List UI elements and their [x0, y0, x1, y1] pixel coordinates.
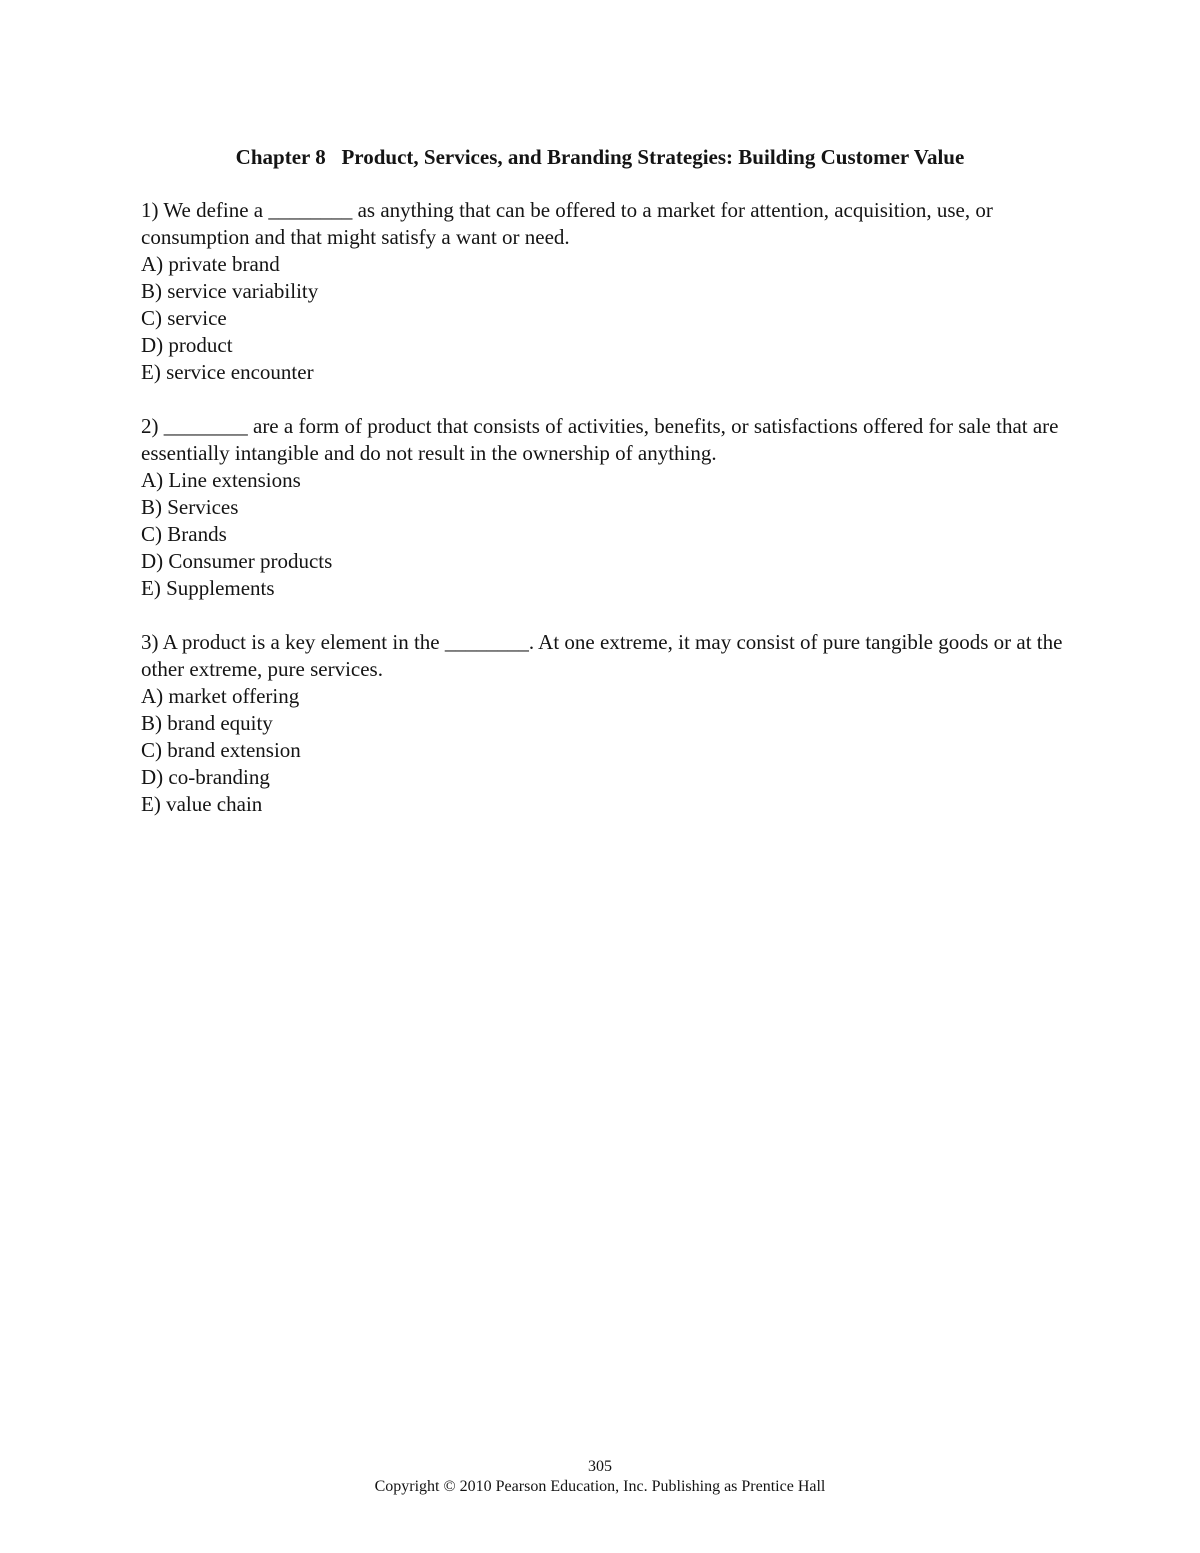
- choice-3b: B) brand equity: [141, 711, 273, 735]
- choice-2d: D) Consumer products: [141, 549, 333, 573]
- copyright-notice: Copyright © 2010 Pearson Education, Inc. Publishing as Prentice Hall: [374, 1478, 826, 1495]
- choice-3d: D) co-branding: [141, 765, 270, 789]
- choice-1a: A) private brand: [141, 252, 280, 276]
- question-list: [141, 197, 1071, 845]
- choice-3c: C) brand extension: [141, 738, 301, 762]
- choice-2b: B) Services: [141, 495, 239, 519]
- question-1-choices: [141, 251, 1071, 386]
- choice-2c: C) Brands: [141, 522, 227, 546]
- choice-3e: E) value chain: [141, 792, 263, 816]
- choice-1d: D) product: [141, 333, 233, 357]
- choice-1b: B) service variability: [141, 279, 319, 303]
- choice-1e: E) service encounter: [141, 360, 314, 384]
- question-3: [141, 629, 1071, 818]
- page-number: 305: [588, 1458, 612, 1475]
- question-2-stem: 2) ________ are a form of product that consists of activities, benefits, or satisfactions offered for sale that are essentially intangible and do not result in the ownership of anything.: [141, 414, 1059, 465]
- choice-3a: A) market offering: [141, 684, 300, 708]
- question-1: [141, 197, 1071, 386]
- question-2-choices: [141, 467, 1071, 602]
- question-3-choices: [141, 683, 1071, 818]
- choice-2a: A) Line extensions: [141, 468, 301, 492]
- chapter-title: Chapter 8 Product, Services, and Branding Strategies: Building Customer Value: [235, 145, 965, 169]
- question-2: [141, 413, 1071, 602]
- choice-1c: C) service: [141, 306, 227, 330]
- question-1-stem: 1) We define a ________ as anything that can be offered to a market for attention, acquisition, use, or consumption and that might satisfy a want or need.: [141, 198, 993, 249]
- question-3-stem: 3) A product is a key element in the ________. At one extreme, it may consist of pure tangible goods or at the other extreme, pure services.: [141, 630, 1063, 681]
- choice-2e: E) Supplements: [141, 576, 275, 600]
